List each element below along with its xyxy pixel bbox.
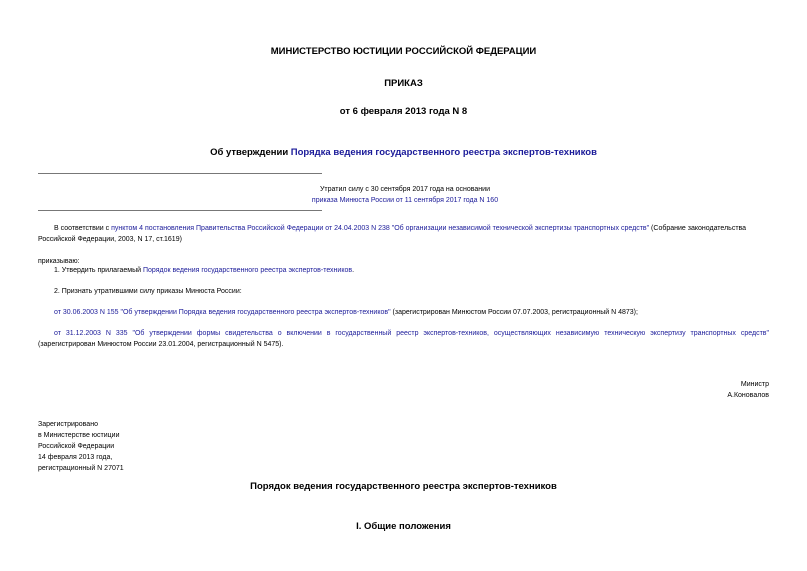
registration-line-4: 14 февраля 2013 года, xyxy=(38,454,113,461)
repeal-notice-text: Утратил силу с 30 сентября 2017 года на основании xyxy=(319,186,490,193)
annex-title: Порядок ведения государственного реестра экспертов-техников xyxy=(250,481,557,492)
signature-block xyxy=(727,379,769,401)
item-2a xyxy=(54,307,769,318)
item-2a-text: (зарегистрирован Минюстом России 07.07.2003, регистрационный N 4873); xyxy=(390,309,638,316)
ministry-heading: МИНИСТЕРСТВО ЮСТИЦИИ РОССИЙСКОЙ ФЕДЕРАЦИИ xyxy=(270,46,537,57)
registration-line-2: в Министерстве юстиции xyxy=(38,432,120,439)
section-1-heading: I. Общие положения xyxy=(356,521,451,532)
preamble-link[interactable]: пунктом 4 постановления Правительства Российской Федерации от 24.04.2003 N 238 "Об организации независимой технической экспертизы транспортных средств" xyxy=(111,225,650,232)
item-1-link[interactable]: Порядок ведения государственного реестра экспертов-техников xyxy=(142,267,353,274)
item-1-text: 1. Утвердить прилагаемый xyxy=(54,267,143,274)
repeal-notice xyxy=(240,184,570,206)
registration-line-1: Зарегистрировано xyxy=(38,421,98,428)
item-2: 2. Признать утратившими силу приказы Минюста России: xyxy=(54,288,242,295)
divider-top xyxy=(38,173,322,174)
preamble-text: В соответствии с xyxy=(54,225,112,232)
item-2b xyxy=(38,328,769,350)
item-1 xyxy=(54,265,354,276)
order-word: приказываю: xyxy=(38,258,80,265)
doc-title-link[interactable]: Порядка ведения государственного реестра экспертов-техников xyxy=(290,147,597,158)
item-2b-text: (зарегистрирован Минюстом России 23.01.2004, регистрационный N 5475). xyxy=(38,341,284,348)
signature-name: А.Коновалов xyxy=(727,392,769,399)
doc-title-prefix: Об утверждении xyxy=(210,147,291,158)
item-1-end: . xyxy=(352,267,355,274)
repeal-order-link[interactable]: приказа Минюста России от 11 сентября 2017 года N 160 xyxy=(311,197,499,204)
divider-bottom xyxy=(38,210,322,211)
doc-type-heading: ПРИКАЗ xyxy=(384,78,423,89)
doc-date-number: от 6 февраля 2013 года N 8 xyxy=(339,106,468,117)
item-2a-link[interactable]: от 30.06.2003 N 155 "Об утверждении Порядка ведения государственного реестра экспертов-техников" xyxy=(54,309,391,316)
registration-line-3: Российской Федерации xyxy=(38,443,115,450)
item-2b-link[interactable]: от 31.12.2003 N 335 "Об утверждении формы свидетельства о включении в государственный реестр экспертов-техников, осуществляющих независимую техническую экспертизу транспортных средств" xyxy=(54,330,769,337)
doc-title xyxy=(0,147,807,158)
registration-line-5: регистрационный N 27071 xyxy=(38,465,124,472)
preamble-paragraph xyxy=(38,223,769,245)
registration-block xyxy=(38,419,124,474)
signature-position: Министр xyxy=(740,381,769,388)
preamble-text-2: (Собрание законодательства Российской Федерации, 2003, N 17, ст.1619) xyxy=(38,225,747,243)
